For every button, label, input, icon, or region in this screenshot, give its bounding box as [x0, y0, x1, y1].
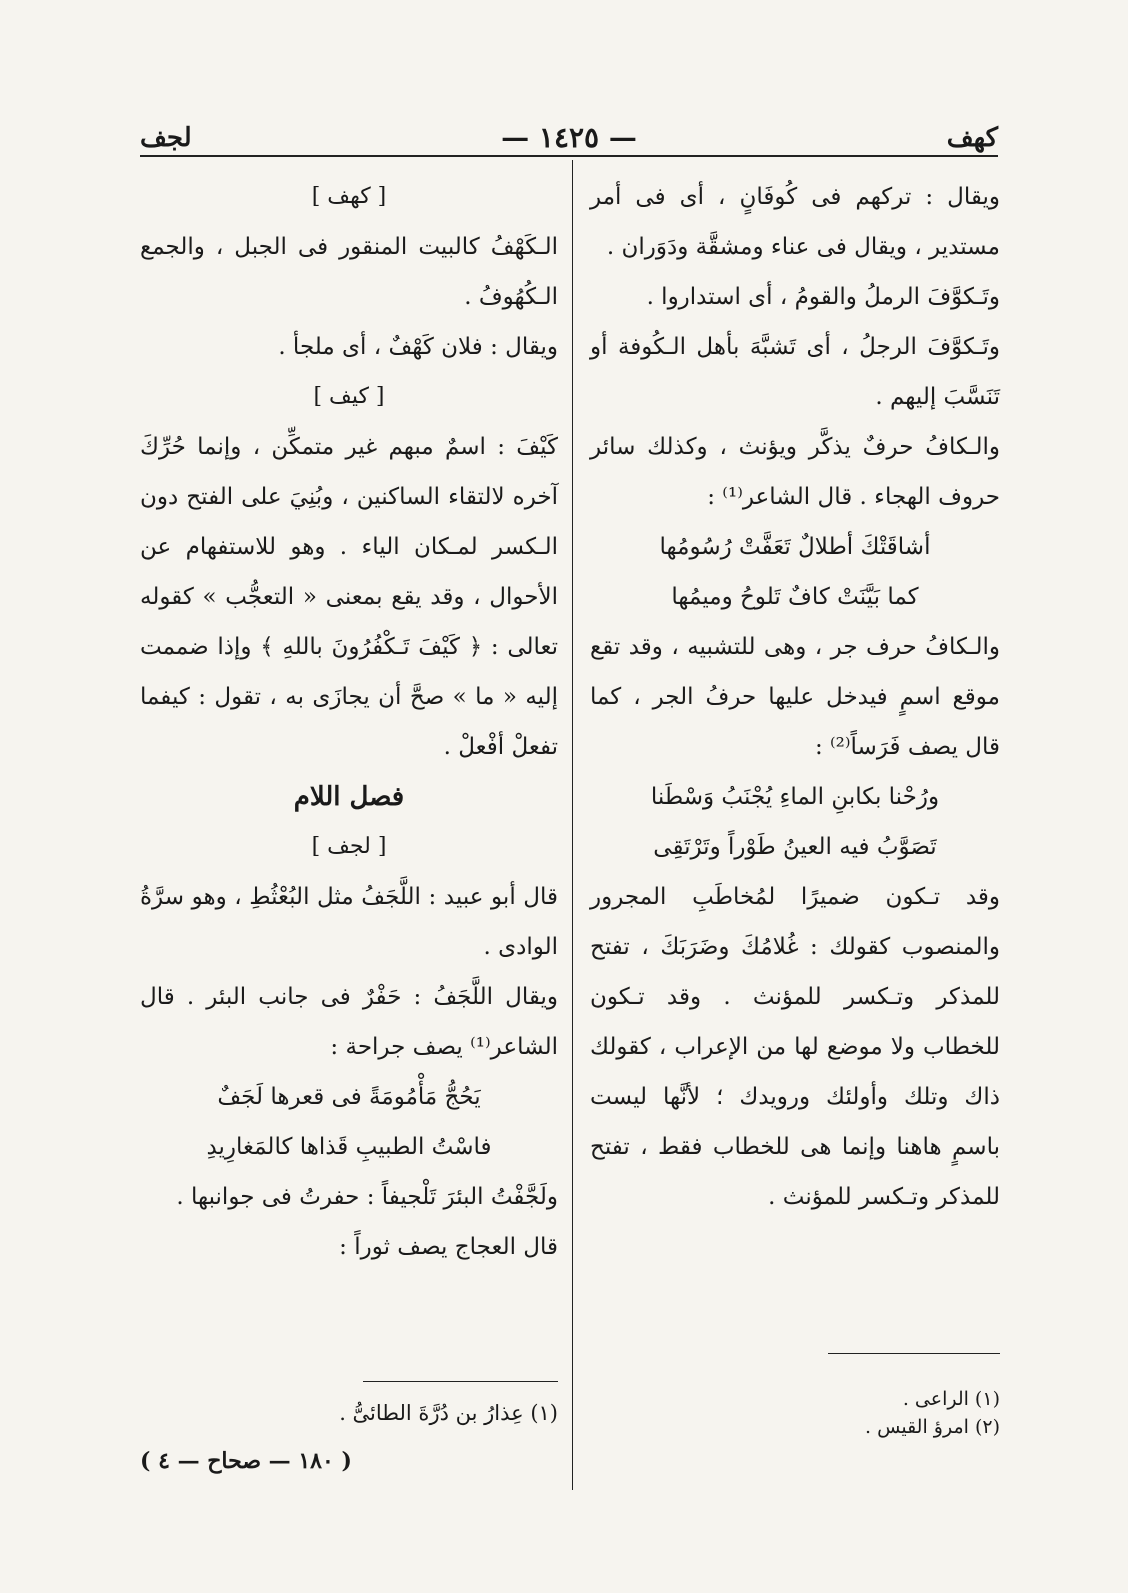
verse-line: فاسْتُ الطبيبِ قَذاها كالمَغارِيدِ [206, 1134, 492, 1160]
column-divider [572, 160, 573, 1490]
entry-heading: [ كهف ] [311, 184, 387, 209]
paragraph: قال العجاج يصف ثوراً : [339, 1234, 558, 1260]
entry-heading: [ كيف ] [313, 384, 385, 409]
verse-line: أشاقَتْكَ أطلالٌ تَعَفَّتْ رُسُومُها [659, 534, 931, 560]
verse-line: تَصَوَّبُ فيه العينُ طَوْراً وتَرْتَقِى [653, 834, 937, 860]
page-number: — ١٤٢٥ — [501, 121, 637, 154]
page-header [140, 115, 998, 155]
paragraph: وقد تـكون ضميرًا لمُخاطَبِ المجرور والمنصوب كقولك : غُلامُكَ وضَرَبَكَ ، تفتح للمذكر وتـكسر للمؤنث . وقد تـكون للخطاب ولا موضع لها من الإعراب ، كقولك ذاك وتلك وأولئك ورويدك ؛ لأنَّها ليست باسمٍ هاهنا وإنما هى للخطاب فقط ، تفتح للمذكر وتـكسر للمؤنث . [590, 884, 1000, 1210]
footnote-rule-right [828, 1353, 1000, 1354]
paragraph: الـكَهْفُ كالبيت المنقور فى الجبل ، والجمع الـكُهُوفُ . [140, 234, 558, 310]
footnote: (١) الراعى . [902, 1388, 1000, 1410]
footnote: (٢) امرؤ القيس . [865, 1416, 1000, 1438]
header-right-word: كهف [946, 123, 998, 153]
right-column [590, 172, 1000, 1222]
paragraph: قال أبو عبيد : اللَّجَفُ مثل البُعْثُطِ ، وهو سرَّةُ الوادى . [140, 884, 558, 960]
paragraph: والـكافُ حرفٌ يذكَّر ويؤنث ، وكذلك سائر حروف الهجاء . قال الشاعر⁽¹⁾ : [590, 434, 1000, 510]
verse-line: كما بَيَّنَتْ كافٌ تَلوحُ وميمُها [671, 584, 919, 610]
footnote: (١) عِذارُ بن دُرَّةَ الطائىُّ . [339, 1401, 558, 1425]
header-left-word: لجف [140, 123, 192, 153]
header-rule [140, 155, 998, 157]
entry-heading: [ لجف ] [311, 834, 387, 859]
left-column [140, 172, 558, 1272]
section-title: فصل اللام [293, 782, 405, 812]
footnote-left [140, 1397, 558, 1429]
footnote-rule-left [363, 1381, 558, 1382]
verse-line: يَحُجُّ مَأْمُومَةً فى قعرها لَجَفٌ [217, 1084, 481, 1110]
paragraph: والـكافُ حرف جر ، وهى للتشبيه ، وقد تقع موقع اسمٍ فيدخل عليها حرفُ الجر ، كما قال يصف فَرَساً⁽²⁾ : [590, 634, 1000, 760]
paragraph: وتَـكوَّفَ الرجلُ ، أى تَشبَّهَ بأهل الـكُوفة أو تَنَسَّبَ إليهم . [590, 334, 1000, 410]
paragraph: وتَـكوَّفَ الرملُ والقومُ ، أى استداروا . [646, 284, 1000, 310]
paragraph: ويقال اللَّجَفُ : حَفْرٌ فى جانب البئر . قال الشاعر⁽¹⁾ يصف جراحة : [140, 984, 558, 1060]
printer-signature: ( ١٨٠ — صحاح — ٤ ) [140, 1448, 352, 1474]
paragraph: ويقال : فلان كَهْفٌ ، أى ملجأ . [278, 334, 558, 360]
paragraph: ولَجَّفْتُ البئرَ تَلْجيفاً : حفرتُ فى جوانبها . [176, 1184, 558, 1210]
paragraph: كَيْفَ : اسمٌ مبهم غير متمكِّن ، وإنما حُرِّكَ آخره لالتقاء الساكنين ، وبُنِيَ على الفتح دون الـكسر لمـكان الياء . وهو للاستفهام عن الأحوال ، وقد يقع بمعنى « التعجُّب » كقوله تعالى : ﴿ كَيْفَ تَـكْفُرُونَ باللهِ ﴾ وإذا ضممت إليه « ما » صحَّ أن يجازَى به ، تقول : كيفما تفعلْ أفْعلْ . [140, 434, 558, 760]
verse-line: ورُحْنا بكابنِ الماءِ يُجْنَبُ وَسْطَنا [650, 784, 940, 810]
footnotes-right [590, 1385, 1000, 1441]
paragraph: ويقال : تركهم فى كُوفَانٍ ، أى فى أمر مستدير ، ويقال فى عناء ومشقَّة ودَوَران . [590, 184, 1000, 260]
